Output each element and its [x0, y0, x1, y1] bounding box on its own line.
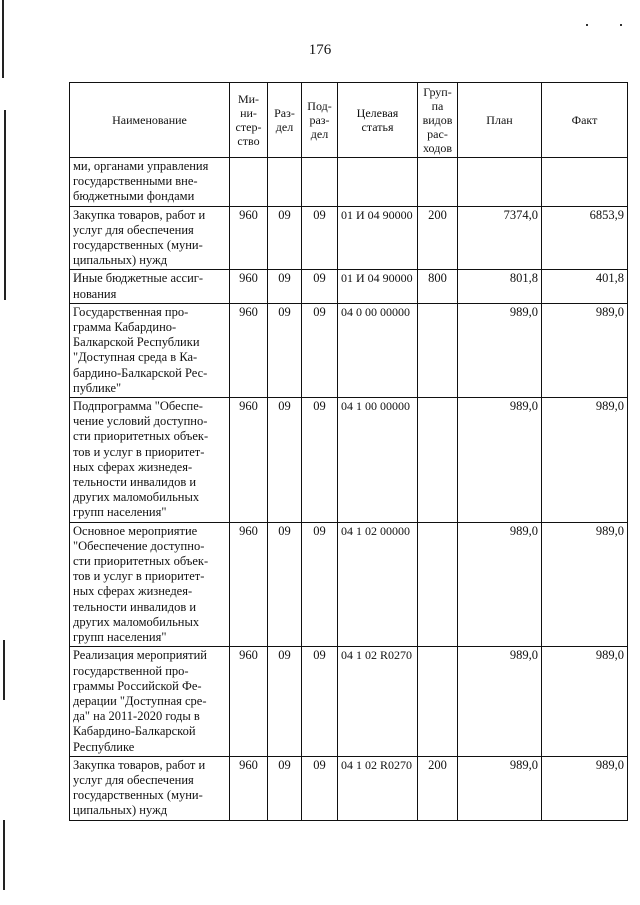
- cell-ministry: 960: [230, 303, 268, 397]
- cell-fact: 989,0: [542, 522, 628, 647]
- header-group: Груп- па видов рас- ходов: [418, 83, 458, 158]
- scan-edge-mark: [3, 820, 5, 890]
- cell-fact: 989,0: [542, 756, 628, 820]
- cell-group: [418, 303, 458, 397]
- cell-fact: 989,0: [542, 647, 628, 756]
- cell-section: 09: [268, 303, 302, 397]
- header-target: Целевая статья: [338, 83, 418, 158]
- cell-plan: 989,0: [458, 522, 542, 647]
- cell-ministry: 960: [230, 647, 268, 756]
- cell-section: 09: [268, 756, 302, 820]
- cell-group: 800: [418, 270, 458, 303]
- cell-section: 09: [268, 206, 302, 270]
- cell-fact: 989,0: [542, 303, 628, 397]
- cell-name: ми, органами управления государственными вне- бюджетными фондами: [70, 158, 230, 207]
- header-name: Наименование: [70, 83, 230, 158]
- cell-name: Государственная про- грамма Кабардино- Балкарской Республики "Доступная среда в Ка- бардино-Балкарской Рес- публике": [70, 303, 230, 397]
- table-row: [70, 647, 628, 756]
- cell-group: [418, 647, 458, 756]
- cell-fact: 6853,9: [542, 206, 628, 270]
- cell-name: Основное мероприятие "Обеспечение доступно- сти приоритетных объек- тов и услуг в приоритет- ных сферах жизнедея- тельности инвалидов и других маломобильных групп населения": [70, 522, 230, 647]
- cell-plan: 989,0: [458, 756, 542, 820]
- scan-edge-mark: [2, 0, 4, 78]
- cell-ministry: [230, 158, 268, 207]
- cell-subsection: 09: [302, 398, 338, 523]
- header-plan: План: [458, 83, 542, 158]
- cell-ministry: 960: [230, 398, 268, 523]
- cell-name: Иные бюджетные ассиг- нования: [70, 270, 230, 303]
- cell-fact: [542, 158, 628, 207]
- cell-subsection: [302, 158, 338, 207]
- cell-group: [418, 158, 458, 207]
- cell-plan: 989,0: [458, 647, 542, 756]
- cell-ministry: 960: [230, 522, 268, 647]
- cell-section: 09: [268, 270, 302, 303]
- cell-group: [418, 398, 458, 523]
- cell-target: 04 1 02 00000: [338, 522, 418, 647]
- table-row: [70, 522, 628, 647]
- page-number: 176: [308, 42, 332, 58]
- cell-fact: 401,8: [542, 270, 628, 303]
- cell-ministry: 960: [230, 756, 268, 820]
- table-row: [70, 158, 628, 207]
- cell-plan: 989,0: [458, 398, 542, 523]
- cell-group: 200: [418, 206, 458, 270]
- scan-dot: [620, 24, 622, 26]
- header-ministry: Ми- ни- стер- ство: [230, 83, 268, 158]
- header-fact: Факт: [542, 83, 628, 158]
- header-subsection: Под- раз- дел: [302, 83, 338, 158]
- cell-subsection: 09: [302, 522, 338, 647]
- cell-plan: [458, 158, 542, 207]
- cell-plan: 989,0: [458, 303, 542, 397]
- cell-name: Закупка товаров, работ и услуг для обеспечения государственных (муни- ципальных) нужд: [70, 206, 230, 270]
- table-row: [70, 270, 628, 303]
- cell-target: 04 1 02 R0270: [338, 647, 418, 756]
- cell-subsection: 09: [302, 270, 338, 303]
- cell-target: 04 1 02 R0270: [338, 756, 418, 820]
- cell-name: Подпрограмма "Обеспе- чение условий доступно- сти приоритетных объек- тов и услуг в приоритет- ных сферах жизнедея- тельности инвалидов и других маломобильных групп населения": [70, 398, 230, 523]
- cell-plan: 801,8: [458, 270, 542, 303]
- cell-section: 09: [268, 398, 302, 523]
- cell-plan: 7374,0: [458, 206, 542, 270]
- budget-table: [69, 82, 628, 821]
- cell-target: [338, 158, 418, 207]
- cell-section: 09: [268, 522, 302, 647]
- cell-ministry: 960: [230, 270, 268, 303]
- header-row: [70, 83, 628, 158]
- cell-section: 09: [268, 647, 302, 756]
- cell-name: Закупка товаров, работ и услуг для обеспечения государственных (муни- ципальных) нужд: [70, 756, 230, 820]
- cell-name: Реализация мероприятий государственной про- граммы Российской Фе- дерации "Доступная сре- да" на 2011-2020 годы в Кабардино-Балкарской Республике: [70, 647, 230, 756]
- cell-target: 04 0 00 00000: [338, 303, 418, 397]
- cell-subsection: 09: [302, 303, 338, 397]
- cell-section: [268, 158, 302, 207]
- scan-dot: [586, 24, 588, 26]
- table-row: [70, 206, 628, 270]
- cell-group: 200: [418, 756, 458, 820]
- scan-edge-mark: [3, 640, 5, 700]
- cell-fact: 989,0: [542, 398, 628, 523]
- table-row: [70, 756, 628, 820]
- header-section: Раз- дел: [268, 83, 302, 158]
- table-row: [70, 303, 628, 397]
- cell-group: [418, 522, 458, 647]
- cell-ministry: 960: [230, 206, 268, 270]
- table-row: [70, 398, 628, 523]
- cell-subsection: 09: [302, 756, 338, 820]
- cell-target: 01 И 04 90000: [338, 270, 418, 303]
- scan-edge-mark: [4, 110, 6, 300]
- cell-subsection: 09: [302, 206, 338, 270]
- cell-subsection: 09: [302, 647, 338, 756]
- cell-target: 01 И 04 90000: [338, 206, 418, 270]
- cell-target: 04 1 00 00000: [338, 398, 418, 523]
